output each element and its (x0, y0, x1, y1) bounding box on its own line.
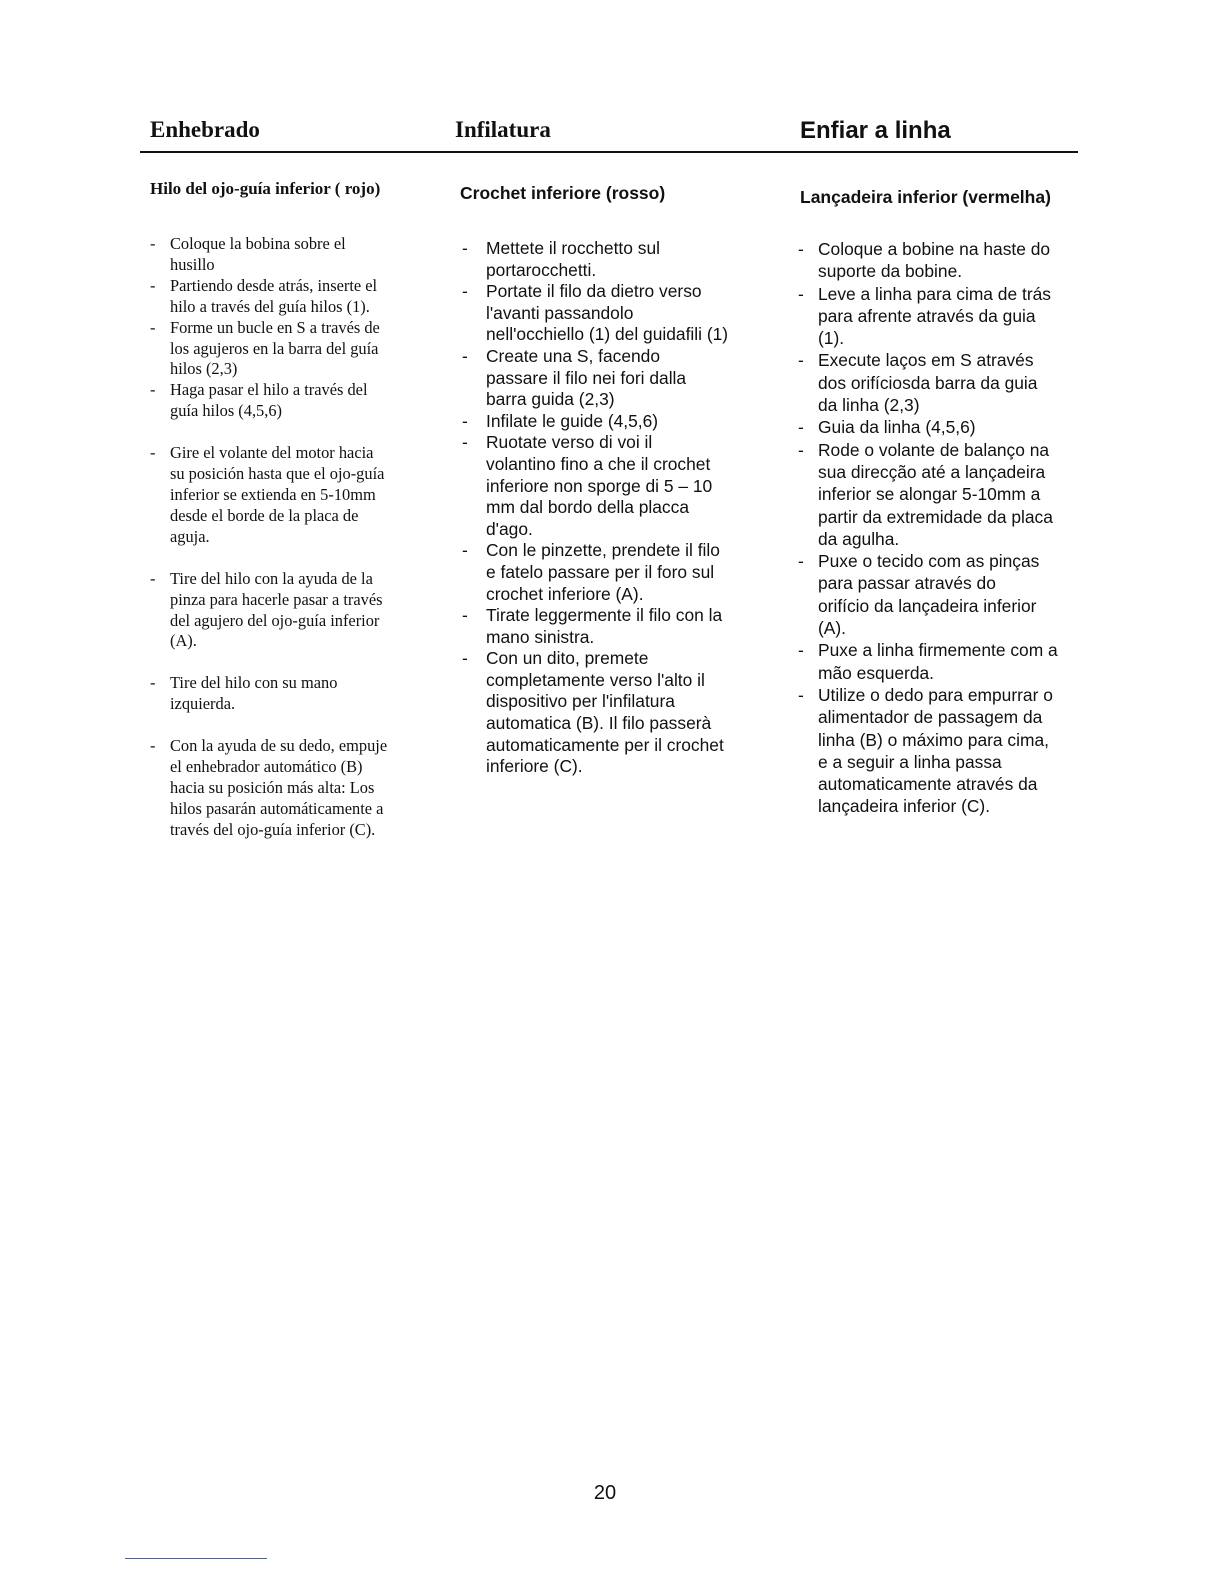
step-text-line: d'ago. (486, 518, 533, 539)
step-item (150, 234, 420, 276)
step-text-line: Puxe o tecido com as pinças (818, 551, 1040, 572)
step-text-line: los agujeros en la barra del guía (170, 338, 379, 358)
step-text-line: Infilate le guide (4,5,6) (486, 410, 659, 431)
heading-portuguese: Enfiar a linha (800, 117, 951, 144)
bullet-dash: - (798, 283, 804, 304)
step-item (462, 432, 762, 540)
bullet-dash: - (798, 439, 804, 460)
step-text-line: Utilize o dedo para empurrar o (818, 684, 1053, 705)
subheading-portuguese: Lançadeira inferior (vermelha) (800, 187, 1051, 207)
step-text-line: completamente verso l'alto il (486, 669, 705, 690)
step-text-line: del agujero del ojo-guía inferior (170, 610, 380, 630)
step-text-line: Guia da linha (4,5,6) (818, 417, 976, 438)
step-text-line: Forme un bucle en S a través de (170, 317, 380, 337)
step-item (150, 443, 420, 548)
step-item (798, 684, 1088, 818)
step-text-line: portarocchetti. (486, 259, 597, 280)
step-text-line: automatica (B). Il filo passerà (486, 713, 712, 734)
bullet-dash: - (150, 380, 156, 400)
subheading-spanish: Hilo del ojo-guía inferior ( rojo) (150, 179, 381, 198)
step-text-line: inferiore non sporge di 5 – 10 (486, 475, 713, 496)
step-text-line: lançadeira inferior (C). (818, 796, 991, 817)
bullet-dash: - (462, 540, 468, 561)
bullet-dash: - (150, 673, 156, 693)
step-text-line: Create una S, facendo (486, 345, 661, 366)
step-text-line: sua direcção até a lançadeira (818, 461, 1046, 482)
step-item (798, 416, 1088, 438)
step-text-line: Gire el volante del motor hacia (170, 443, 374, 463)
step-text-line: da agulha. (818, 528, 900, 549)
step-text-line: orifício da lançadeira inferior (818, 595, 1037, 616)
step-text-line: volantino fino a che il crochet (486, 453, 711, 474)
step-text-line: Ruotate verso di voi il (486, 432, 653, 453)
step-item (798, 283, 1088, 350)
step-text-line: automaticamente per il crochet (486, 734, 724, 755)
step-text-line: Partiendo desde atrás, inserte el (170, 275, 378, 295)
step-text-line: (1). (818, 328, 845, 349)
step-text-line: hilos (2,3) (170, 359, 238, 379)
step-item (462, 648, 762, 778)
step-text-line: automaticamente através da (818, 774, 1038, 795)
step-text-line: Rode o volante de balanço na (818, 439, 1050, 460)
bullet-dash: - (150, 443, 156, 463)
heading-italian: Infilatura (455, 117, 551, 142)
step-item (462, 281, 762, 346)
bullet-dash: - (798, 350, 804, 371)
step-text-line: mão esquerda. (818, 662, 935, 683)
step-text-line: Con le pinzette, prendete il filo (486, 540, 720, 561)
step-text-line: guía hilos (4,5,6) (170, 401, 282, 421)
step-text-line: da linha (2,3) (818, 395, 920, 416)
step-text-line: Tire del hilo con la ayuda de la (170, 568, 373, 588)
step-item (150, 736, 420, 841)
bullet-dash: - (798, 684, 804, 705)
bullet-dash: - (462, 432, 468, 453)
bullet-dash: - (150, 568, 156, 588)
page-number: 20 (593, 1482, 617, 1504)
step-text-line: para passar através do (818, 573, 996, 594)
portuguese-steps-list (798, 238, 1088, 818)
step-text-line: mm dal bordo della placca (486, 497, 689, 518)
step-text-line: e fatelo passare per il foro sul (486, 561, 715, 582)
step-item (150, 318, 420, 381)
step-item (462, 238, 762, 281)
step-text-line: Portate il filo da dietro verso (486, 281, 702, 302)
step-text-line: hilo a través del guía hilos (1). (170, 296, 370, 316)
footer-line (125, 1558, 267, 1559)
step-text-line: dos orifíciosda barra da guia (818, 372, 1038, 393)
step-item (150, 380, 420, 422)
step-text-line: través del ojo-guía inferior (C). (170, 819, 376, 839)
step-text-line: Con la ayuda de su dedo, empuje (170, 736, 388, 756)
subheading-italian: Crochet inferiore (rosso) (460, 183, 666, 203)
step-item (150, 569, 420, 653)
step-item (150, 673, 420, 715)
step-text-line: barra guida (2,3) (486, 389, 615, 410)
step-item (462, 346, 762, 411)
step-text-line: inferiore (C). (486, 756, 583, 777)
bullet-dash: - (798, 640, 804, 661)
step-text-line: suporte da bobine. (818, 261, 963, 282)
bullet-dash: - (150, 317, 156, 337)
step-text-line: (A). (170, 631, 197, 651)
step-text-line: crochet inferiore (A). (486, 583, 644, 604)
step-text-line: para afrente através da guia (818, 305, 1036, 326)
step-item (798, 238, 1088, 283)
bullet-dash: - (462, 648, 468, 669)
step-text-line: desde el borde de la placa de (170, 505, 359, 525)
step-text-line: el enhebrador automático (B) (170, 757, 363, 777)
step-text-line: Tirate leggermente il filo con la (486, 605, 723, 626)
bullet-dash: - (798, 417, 804, 438)
step-item (798, 639, 1088, 684)
bullet-dash: - (462, 281, 468, 302)
step-text-line: partir da extremidade da placa (818, 506, 1053, 527)
bullet-dash: - (150, 736, 156, 756)
step-item (462, 540, 762, 605)
step-text-line: Execute laços em S através (818, 350, 1034, 371)
step-text-line: e a seguir a linha passa (818, 751, 1002, 772)
step-text-line: su posición hasta que el ojo-guía (170, 464, 385, 484)
step-text-line: husillo (170, 254, 215, 274)
bullet-dash: - (798, 551, 804, 572)
bullet-dash: - (462, 238, 468, 258)
step-text-line: pinza para hacerle pasar a través (170, 589, 383, 609)
step-text-line: inferior se alongar 5-10mm a (818, 484, 1041, 505)
step-text-line: passare il filo nei fori dalla (486, 367, 687, 388)
heading-spanish: Enhebrado (150, 117, 260, 142)
spanish-steps-list (150, 234, 420, 841)
step-text-line: Con un dito, premete (486, 648, 649, 669)
step-item (798, 349, 1088, 416)
italian-steps-list (462, 238, 762, 778)
step-text-line: mano sinistra. (486, 626, 595, 647)
step-text-line: Coloque la bobina sobre el (170, 234, 346, 253)
step-item (798, 439, 1088, 550)
bullet-dash: - (150, 275, 156, 295)
step-text-line: dispositivo per l'infilatura (486, 691, 675, 712)
step-text-line: (A). (818, 618, 847, 639)
step-item (462, 605, 762, 648)
step-text-line: alimentador de passagem da (818, 707, 1043, 728)
step-item (462, 411, 762, 433)
bullet-dash: - (150, 234, 156, 253)
step-text-line: aguja. (170, 526, 210, 546)
step-text-line: inferior se extienda en 5-10mm (170, 484, 376, 504)
header-rule (140, 151, 1078, 153)
step-text-line: Haga pasar el hilo a través del (170, 380, 368, 400)
step-text-line: Tire del hilo con su mano (170, 673, 338, 693)
step-text-line: Coloque a bobine na haste do (818, 239, 1051, 259)
bullet-dash: - (462, 345, 468, 366)
step-text-line: linha (B) o máximo para cima, (818, 729, 1049, 750)
step-text-line: Puxe a linha firmemente com a (818, 640, 1058, 661)
step-item (150, 276, 420, 318)
step-text-line: hacia su posición más alta: Los (170, 777, 375, 797)
bullet-dash: - (798, 239, 804, 259)
step-text-line: hilos pasarán automáticamente a (170, 798, 384, 818)
bullet-dash: - (462, 605, 468, 626)
step-item (798, 550, 1088, 639)
bullet-dash: - (462, 410, 468, 431)
step-text-line: Mettete il rocchetto sul (486, 238, 660, 258)
step-text-line: Leve a linha para cima de trás (818, 283, 1051, 304)
step-text-line: izquierda. (170, 694, 236, 714)
step-text-line: nell'occhiello (1) del guidafili (1) (486, 324, 729, 345)
step-text-line: l'avanti passandolo (486, 302, 634, 323)
